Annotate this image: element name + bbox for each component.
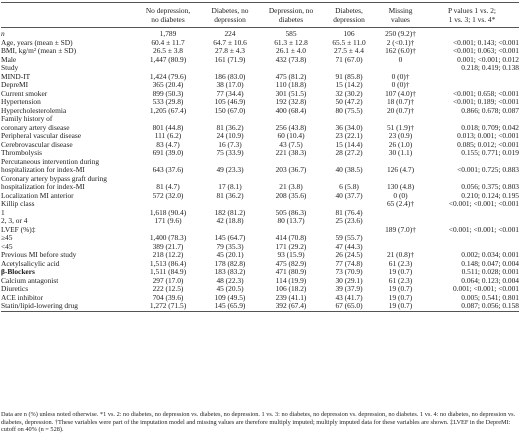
cell-missing-values: 0 (0)† (391, 71, 410, 81)
cell-no-depression-no-diabetes: 1,400 (78.3) (149, 233, 187, 242)
cell-missing-values: 61 (2.3) (388, 258, 413, 268)
cell-diabetes-no-depression: 27.8 ± 4.3 (215, 46, 245, 55)
cell-depression-no-diabetes: 475 (82.9) (275, 258, 307, 268)
cell-no-depression-no-diabetes: 572 (32.0) (152, 190, 184, 200)
row-label-cell: hospitalization for index-MI (1, 165, 85, 174)
cell-diabetes-depression: 77 (74.8) (335, 258, 363, 268)
cell-p-values: 0.210; 0.124; 0.195 (461, 190, 519, 200)
cell-diabetes-depression: 23 (22.1) (335, 131, 363, 140)
row-label-cell: ACE inhibitor (1, 292, 44, 302)
cell-diabetes-no-depression: 81 (36.2) (216, 190, 244, 200)
row-label-cell: Cerebrovascular disease (1, 139, 73, 149)
row-label-cell: Male (1, 54, 17, 64)
cell-p-values (425, 209, 519, 218)
cell-no-depression-no-diabetes: 1,513 (86.4) (149, 258, 187, 268)
cell-no-depression-no-diabetes: 171 (9.6) (154, 216, 182, 225)
table-footnote: Data are n (%) unless noted otherwise. *1 vs. 2: no diabetes, no depression vs. diabetes, no depression. 1 vs. 3: no diabetes, no depression vs. depression, no diabetes. 1 vs. 4: no diabetes, no depression vs. diabetes, depression. †These variables were part of the imputation model and missing values are therefore multiply imputed; multiply imputed data for these variables are shown. ‡LVEF in the DepreMI: cutoff on 40% (n = 528). (1, 411, 516, 433)
cell-diabetes-depression: 71 (67.0) (335, 54, 363, 64)
table-row (1, 243, 519, 252)
table-row (1, 200, 519, 209)
header-cell-no-depression-no-diabetes: No depression, no diabetes (136, 3, 200, 28)
cell-diabetes-depression: 106 (343, 29, 355, 38)
cell-diabetes-no-depression: 150 (67.0) (214, 105, 246, 115)
cell-depression-no-diabetes: 21 (3.8) (279, 182, 303, 191)
cell-diabetes-depression: 15 (14.2) (335, 80, 363, 89)
cell-diabetes-no-depression: 161 (71.9) (214, 54, 246, 64)
cell-diabetes-depression: 40 (38.5) (335, 165, 363, 174)
row-label-cell: n (1, 29, 5, 38)
row-label-cell: Family history of (1, 114, 53, 123)
table-row (1, 56, 519, 65)
cell-diabetes-depression: 73 (70.9) (335, 267, 363, 276)
row-label-cell: Diuretics (1, 284, 29, 293)
cell-missing-values (376, 234, 425, 243)
row-label-cell: LVEF (%)‡ (1, 224, 36, 234)
cell-depression-no-diabetes: 114 (19.9) (275, 275, 307, 285)
table-row (1, 73, 519, 82)
cell-diabetes-depression: 40 (37.7) (335, 190, 363, 200)
cell-no-depression-no-diabetes: 801 (44.8) (152, 122, 184, 132)
cell-diabetes-depression: 15 (14.4) (335, 139, 363, 149)
cell-diabetes-depression: 28 (27.2) (335, 148, 363, 157)
cell-p-values: 0.013; 0.001; <0.001 (457, 131, 519, 140)
cell-no-depression-no-diabetes: 1,205 (67.4) (149, 105, 187, 115)
cell-no-depression-no-diabetes: 111 (6.2) (154, 131, 182, 140)
cell-diabetes-no-depression: 145 (65.9) (200, 302, 260, 311)
cell-missing-values: 0 (0) (393, 190, 408, 200)
row-label-cell: MIND-IT (1, 71, 31, 81)
cell-no-depression-no-diabetes: 365 (20.4) (152, 80, 184, 89)
header-cell-p-values: P values 1 vs. 2; 1 vs. 3; 1 vs. 4* (425, 3, 519, 28)
cell-diabetes-no-depression: 48 (22.3) (216, 275, 244, 285)
cell-no-depression-no-diabetes: 691 (39.0) (152, 148, 184, 157)
table-row (1, 47, 519, 56)
cell-p-values (425, 234, 519, 243)
cell-depression-no-diabetes: 505 (86.3) (275, 207, 307, 217)
row-label-cell: 2, 3, or 4 (1, 216, 28, 225)
row-label-cell: coronary artery disease (1, 122, 70, 132)
header-cell-diabetes-depression: Diabetes, depression (322, 3, 376, 28)
cell-depression-no-diabetes: 110 (18.8) (275, 80, 307, 89)
cell-depression-no-diabetes: 60 (10.4) (277, 131, 305, 140)
table-row (1, 294, 519, 303)
cell-depression-no-diabetes: 221 (38.3) (275, 148, 307, 157)
row-label-cell: Peripheral vascular disease (1, 131, 82, 140)
table-row (1, 98, 519, 107)
cell-depression-no-diabetes: 192 (32.8) (275, 97, 307, 106)
cell-depression-no-diabetes: 432 (73.8) (275, 54, 307, 64)
table-row (1, 141, 519, 150)
cell-depression-no-diabetes: 585 (285, 29, 297, 38)
cell-no-depression-no-diabetes: 83 (4.7) (156, 139, 180, 149)
row-label-cell: Hypercholesterolemia (1, 105, 67, 115)
cell-missing-values: 107 (4.0)† (385, 88, 416, 98)
cell-diabetes-no-depression: 45 (20.1) (216, 250, 244, 259)
cell-no-depression-no-diabetes: 533 (29.8) (152, 97, 184, 106)
cell-missing-values: 0 (398, 54, 403, 64)
header-cell-depression-no-diabetes: Depression, no diabetes (260, 3, 322, 28)
cell-no-depression-no-diabetes: 81 (4.7) (156, 182, 180, 191)
cell-p-values: 0.087; 0.056; 0.158 (425, 302, 519, 311)
cell-missing-values: 21 (0.8)† (386, 250, 415, 259)
cell-diabetes-no-depression: 145 (64.7) (214, 233, 246, 242)
row-label-cell: Current smoker (1, 88, 48, 98)
cell-missing-values: 19 (0.7) (388, 292, 413, 302)
cell-depression-no-diabetes: 93 (15.9) (277, 250, 305, 259)
table-row (1, 209, 519, 218)
cell-depression-no-diabetes: 475 (81.2) (275, 71, 307, 81)
cell-missing-values: 30 (1.1) (388, 148, 413, 157)
row-label-cell: Killip class (1, 199, 35, 208)
cell-no-depression-no-diabetes: 1,789 (159, 29, 177, 38)
cell-depression-no-diabetes: 414 (70.8) (275, 233, 307, 242)
cell-no-depression-no-diabetes: 389 (21.7) (152, 241, 184, 251)
cell-diabetes-depression: 26 (24.5) (335, 250, 363, 259)
row-label-cell: Localization MI anterior (1, 190, 74, 200)
cell-p-values: 0.155; 0.771; 0.019 (461, 148, 519, 157)
cell-no-depression-no-diabetes: 1,511 (84.9) (149, 267, 187, 276)
cell-missing-values (376, 209, 425, 218)
header-row (1, 3, 519, 28)
cell-missing-values: 0 (0)† (391, 80, 410, 89)
cell-p-values: 0.511; 0.028; 0.001 (461, 267, 519, 276)
cell-diabetes-no-depression: 81 (36.2) (216, 122, 244, 132)
cell-missing-values: 250 (9.2)† (385, 29, 416, 38)
cell-diabetes-no-depression: 183 (83.2) (214, 267, 246, 276)
cell-p-values: 0.085; 0.012; <0.001 (457, 139, 519, 149)
cell-no-depression-no-diabetes: 60.4 ± 11.7 (151, 37, 185, 47)
cell-diabetes-depression: 65.5 ± 11.0 (332, 37, 366, 47)
cell-p-values: 0.064; 0.123; 0.004 (461, 275, 519, 285)
row-label-cell: Acetylsalicylic acid (1, 258, 60, 268)
cell-diabetes-depression: 27.5 ± 4.4 (334, 46, 364, 55)
cell-diabetes-depression: 36 (34.0) (335, 122, 363, 132)
cell-missing-values: 162 (6.0)† (385, 46, 416, 55)
cell-diabetes-no-depression: 105 (46.9) (214, 97, 246, 106)
cell-missing-values: 18 (0.7)† (386, 97, 415, 106)
cell-diabetes-depression: 67 (65.0) (322, 302, 376, 311)
table-row (1, 90, 519, 99)
row-label-cell: ≥45 (1, 233, 13, 242)
table-row (1, 115, 519, 124)
cell-no-depression-no-diabetes: 222 (12.5) (152, 284, 184, 293)
cell-p-values: 0.218; 0.419; 0.138 (461, 63, 519, 72)
table-row (1, 192, 519, 201)
cell-missing-values: 189 (7.0)† (385, 224, 416, 234)
table-row (1, 251, 519, 260)
table-row (1, 183, 519, 192)
table-row (1, 217, 519, 226)
cell-no-depression-no-diabetes: 297 (17.0) (152, 275, 184, 285)
row-label-cell: Age, years (mean ± SD) (1, 37, 73, 47)
row-label-cell: Thrombolysis (1, 148, 43, 157)
row-label-cell: 1 (1, 207, 5, 217)
cell-depression-no-diabetes: 239 (41.1) (275, 292, 307, 302)
cell-no-depression-no-diabetes: 26.5 ± 3.8 (153, 46, 183, 55)
cell-p-values: 0.056; 0.375; 0.803 (461, 182, 519, 191)
table-body (1, 28, 519, 312)
cell-depression-no-diabetes: 43 (7.5) (279, 139, 303, 149)
cell-diabetes-depression: 6 (5.8) (339, 182, 359, 191)
cell-diabetes-no-depression: 178 (82.8) (214, 258, 246, 268)
cell-no-depression-no-diabetes: 643 (37.6) (152, 165, 184, 174)
cell-diabetes-no-depression: 75 (33.9) (216, 148, 244, 157)
cell-diabetes-depression: 50 (47.2) (335, 97, 363, 106)
table-row (1, 39, 519, 48)
table-row (1, 268, 519, 277)
row-label-cell: BMI, kg/m² (mean ± SD) (1, 46, 77, 55)
cell-p-values: <0.001; <0.001; <0.001 (448, 199, 519, 208)
cell-p-values: 0.866; 0.678; 0.087 (461, 105, 519, 115)
cell-diabetes-no-depression: 64.7 ± 10.6 (213, 37, 247, 47)
table-row (1, 64, 519, 73)
cell-no-depression-no-diabetes: 899 (50.3) (152, 88, 184, 98)
cell-diabetes-no-depression: 79 (35.3) (216, 241, 244, 251)
row-label-cell: Hypertension (1, 97, 41, 106)
cell-diabetes-no-depression: 224 (224, 29, 236, 38)
row-label-cell: <45 (1, 241, 13, 251)
cell-diabetes-no-depression: 109 (49.5) (214, 292, 246, 302)
row-label-cell: Previous MI before study (1, 250, 77, 259)
cell-diabetes-no-depression: 38 (17.0) (216, 80, 244, 89)
table-row (1, 285, 519, 294)
cell-depression-no-diabetes: 61.3 ± 12.8 (274, 37, 308, 47)
cell-p-values: <0.001; 0.063; <0.001 (452, 46, 519, 55)
table-row (1, 226, 519, 235)
row-label-cell: Study (1, 63, 19, 72)
cell-diabetes-no-depression: 24 (10.9) (216, 131, 244, 140)
cell-missing-values: 20 (0.7)† (386, 105, 415, 115)
cell-p-values (425, 73, 519, 82)
cell-diabetes-depression: 81 (76.4) (335, 207, 363, 217)
row-label-cell: Percutaneous intervention during (1, 156, 100, 166)
cell-diabetes-depression: 32 (30.2) (335, 88, 363, 98)
table-row (1, 302, 519, 311)
cell-diabetes-depression: 59 (55.7) (335, 233, 363, 242)
cell-p-values: <0.001; 0.725; 0.883 (457, 165, 519, 174)
cell-p-values: 0.001; <0.001; 0.012 (457, 54, 519, 64)
cell-p-values: 0.005; 0.541; 0.801 (461, 292, 519, 302)
cell-missing-values: 65 (2.4)† (386, 199, 415, 208)
cell-diabetes-depression: 80 (75.5) (335, 105, 363, 115)
cell-diabetes-no-depression: 45 (20.5) (216, 284, 244, 293)
cell-p-values: 0.148; 0.047; 0.004 (461, 258, 519, 268)
cell-missing-values: 130 (4.8) (386, 182, 415, 191)
header-cell-label (1, 3, 136, 28)
table-row (1, 234, 519, 243)
row-label-cell: β-Blockers (1, 267, 35, 276)
cell-diabetes-depression: 91 (85.8) (335, 71, 363, 81)
cell-diabetes-depression: 25 (23.6) (335, 216, 363, 225)
cell-depression-no-diabetes: 392 (67.4) (260, 302, 322, 311)
cell-missing-values: 61 (2.3) (388, 275, 413, 285)
cell-depression-no-diabetes: 301 (51.5) (275, 88, 307, 98)
header-cell-missing-values: Missing values (376, 3, 425, 28)
cell-diabetes-no-depression: 77 (34.4) (216, 88, 244, 98)
cell-missing-values: 2 (<0.1)† (386, 37, 415, 47)
cell-missing-values: 23 (0.9) (388, 131, 413, 140)
row-label-cell: Statin/lipid-lowering drug (1, 302, 136, 311)
cell-p-values (425, 28, 519, 39)
header-cell-diabetes-no-depression: Diabetes, no depression (200, 3, 260, 28)
cell-diabetes-depression: 43 (41.7) (335, 292, 363, 302)
cell-no-depression-no-diabetes: 1,618 (90.4) (149, 207, 187, 217)
row-label-cell: hospitalization for index-MI (1, 182, 85, 191)
cell-depression-no-diabetes: 203 (36.7) (275, 165, 307, 174)
row-label-cell: Calcium antagonist (1, 275, 59, 285)
cell-p-values: 0.002; 0.034; 0.001 (461, 250, 519, 259)
cell-diabetes-no-depression: 16 (7.3) (218, 139, 242, 149)
cell-p-values: 0.001; <0.001; <0.001 (452, 284, 519, 293)
cell-no-depression-no-diabetes: 1,447 (80.9) (149, 54, 187, 64)
cell-missing-values: 126 (4.7) (386, 165, 415, 174)
cell-p-values: <0.001; 0.658; <0.001 (452, 88, 519, 98)
cell-no-depression-no-diabetes: 1,424 (79.6) (149, 71, 187, 81)
cell-diabetes-no-depression: 186 (83.0) (214, 71, 246, 81)
cell-depression-no-diabetes: 400 (68.4) (275, 105, 307, 115)
cell-missing-values: 19 (0.7) (376, 302, 425, 311)
row-label-cell: DepreMI (1, 80, 29, 89)
table-row (1, 277, 519, 286)
table-row (1, 107, 519, 116)
cell-depression-no-diabetes: 171 (29.2) (275, 241, 307, 251)
cell-diabetes-no-depression: 182 (81.2) (214, 207, 246, 217)
cell-p-values: <0.001; 0.189; <0.001 (452, 97, 519, 106)
cell-diabetes-depression: 47 (44.3) (335, 241, 363, 251)
cell-missing-values: 51 (1.9)† (386, 122, 415, 132)
cell-depression-no-diabetes: 471 (80.9) (275, 267, 307, 276)
cell-depression-no-diabetes: 208 (35.6) (275, 190, 307, 200)
cell-p-values: 0.018; 0.709; 0.042 (461, 122, 519, 132)
cell-depression-no-diabetes: 26.1 ± 4.0 (276, 46, 306, 55)
cell-missing-values: 19 (0.7) (388, 284, 413, 293)
row-label-cell: Coronary artery bypass graft during (1, 173, 107, 183)
cell-diabetes-depression: 39 (37.9) (335, 284, 363, 293)
cell-p-values: <0.001; <0.001; <0.001 (448, 224, 519, 234)
cell-depression-no-diabetes: 106 (18.2) (275, 284, 307, 293)
table-row (1, 260, 519, 269)
cell-depression-no-diabetes: 80 (13.7) (277, 216, 305, 225)
cell-depression-no-diabetes: 256 (43.8) (275, 122, 307, 132)
table-row (1, 81, 519, 90)
cell-no-depression-no-diabetes: 1,272 (71.5) (136, 302, 200, 311)
cell-no-depression-no-diabetes: 218 (12.2) (152, 250, 184, 259)
table-row (1, 132, 519, 141)
cell-missing-values: 19 (0.7) (388, 267, 413, 276)
cell-diabetes-depression: 30 (29.1) (335, 275, 363, 285)
cell-no-depression-no-diabetes: 704 (39.6) (152, 292, 184, 302)
characteristics-table (1, 2, 519, 312)
table-row (1, 28, 519, 39)
cell-missing-values: 26 (1.0) (388, 139, 413, 149)
cell-diabetes-no-depression: 49 (23.3) (216, 165, 244, 174)
cell-diabetes-no-depression: 17 (8.1) (218, 182, 242, 191)
cell-p-values: <0.001; 0.143; <0.001 (452, 37, 519, 47)
cell-diabetes-no-depression: 42 (18.8) (216, 216, 244, 225)
